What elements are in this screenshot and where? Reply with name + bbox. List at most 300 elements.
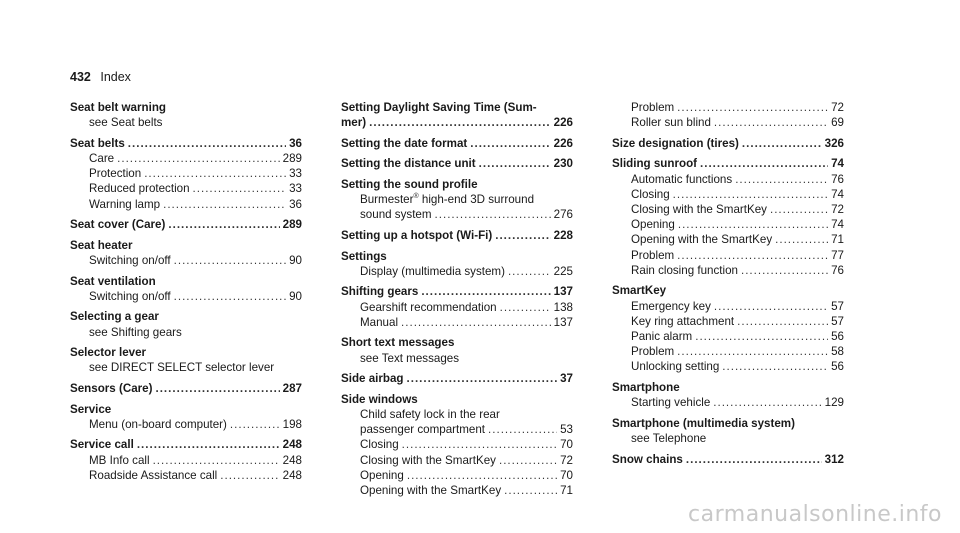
sub-entry	[341, 315, 573, 330]
dot-leader	[775, 232, 828, 247]
sub-entry-text: Menu (on-board computer)	[89, 417, 227, 431]
dot-leader	[470, 136, 550, 151]
sub-entry-text-cont: high-end 3D surround	[418, 193, 535, 207]
entry-heading: Settings	[341, 249, 387, 263]
entry-heading: Setting the sound profile	[341, 177, 478, 191]
page-reference: 71	[560, 483, 573, 497]
page-reference: 276	[553, 208, 573, 222]
sub-entry	[612, 217, 844, 232]
dot-leader	[695, 329, 828, 344]
entry-heading-row	[341, 228, 573, 243]
section-title: Index	[100, 70, 131, 84]
entry-heading: Size designation (tires)	[612, 136, 739, 150]
entry-heading: Seat belt warning	[70, 101, 166, 114]
sub-entry	[70, 115, 302, 130]
page-reference: 248	[282, 453, 302, 467]
page-reference: 71	[831, 233, 844, 247]
entry-label	[360, 351, 459, 366]
entry-heading-row	[612, 136, 844, 151]
index-entry	[70, 345, 302, 375]
sub-entry	[612, 395, 844, 410]
dot-leader	[220, 468, 279, 483]
sub-entry-row	[631, 202, 844, 217]
entry-label	[360, 264, 505, 279]
index-entry	[341, 392, 573, 498]
dot-leader	[499, 453, 557, 468]
entry-label	[70, 238, 133, 253]
entry-heading-row	[341, 335, 573, 350]
sub-entry	[341, 300, 573, 315]
index-entry	[70, 136, 302, 212]
sub-entry-text: Problem	[631, 248, 675, 262]
sub-entry-text: Emergency key	[631, 299, 711, 313]
index-column-3	[612, 100, 844, 472]
dot-leader	[678, 217, 828, 232]
entry-label	[360, 207, 432, 222]
sub-entry-text: Burmester	[360, 193, 414, 207]
entry-heading-row	[70, 136, 302, 151]
sub-entry-row	[631, 115, 844, 130]
sub-entry-row	[360, 437, 573, 452]
dot-leader	[155, 381, 279, 396]
entry-heading: Setting Daylight Saving Time (Sum-	[341, 101, 537, 114]
index-entry	[70, 309, 302, 339]
sub-entry-row	[360, 300, 573, 315]
sub-entry-row	[360, 422, 573, 437]
dot-leader	[495, 228, 550, 243]
sub-entry-text: Care	[89, 152, 115, 165]
sub-entry-text: Switching on/off	[89, 289, 171, 303]
entry-label	[89, 468, 217, 483]
sub-entry-text: Child safety lock in the rear	[360, 407, 500, 421]
dot-leader	[742, 136, 822, 151]
sub-entry	[612, 344, 844, 359]
entry-label	[360, 422, 485, 437]
sub-entry	[70, 197, 302, 212]
dot-leader	[153, 453, 280, 468]
entry-heading: Selecting a gear	[70, 310, 159, 324]
entry-label	[360, 453, 496, 468]
index-entry	[70, 381, 302, 396]
entry-label	[360, 300, 497, 315]
sub-entry	[70, 289, 302, 304]
entry-label	[631, 232, 772, 247]
sub-entry-text: Automatic functions	[631, 172, 733, 186]
entry-label	[612, 136, 739, 151]
sub-entry-row	[631, 100, 844, 115]
entry-label	[631, 187, 670, 202]
index-entry	[70, 238, 302, 268]
page-reference: 58	[831, 345, 844, 359]
entry-label	[89, 181, 190, 196]
entry-label	[89, 166, 141, 181]
index-entry	[341, 371, 573, 386]
entry-label	[631, 329, 692, 344]
sub-entry	[70, 417, 302, 432]
entry-label	[631, 344, 674, 359]
entry-heading: Snow chains	[612, 452, 683, 466]
dot-leader	[407, 371, 558, 386]
entry-label	[341, 136, 467, 151]
sub-entry	[70, 453, 302, 468]
sub-entry-row	[631, 232, 844, 247]
entry-heading-row	[341, 392, 573, 407]
sub-entry	[612, 329, 844, 344]
entry-label	[70, 274, 156, 289]
entry-heading-row	[70, 217, 302, 232]
sub-entry-row	[360, 315, 573, 330]
dot-leader	[435, 207, 551, 222]
dot-leader	[770, 202, 828, 217]
entry-label	[631, 202, 767, 217]
entry-heading: Smartphone (multimedia system)	[612, 416, 795, 430]
sub-entry-text: Gearshift recommendation	[360, 300, 497, 314]
index-column-1	[70, 100, 302, 488]
sub-entry	[612, 248, 844, 263]
page-reference: 248	[282, 468, 302, 482]
dot-leader	[168, 217, 279, 232]
entry-label	[341, 284, 418, 299]
dot-leader	[163, 197, 286, 212]
sub-entry-row	[89, 253, 302, 268]
index-entry	[612, 100, 844, 130]
page-reference: 326	[824, 136, 844, 150]
index-entry	[341, 249, 573, 279]
entry-label	[89, 253, 171, 268]
sub-entry-row	[360, 483, 573, 498]
entry-heading-row	[341, 249, 573, 264]
entry-label	[70, 136, 125, 151]
sub-entry	[612, 100, 844, 115]
sub-entry-row	[631, 187, 844, 202]
sub-entry	[70, 360, 302, 375]
sub-entry-text-cont: passenger compartment	[360, 423, 486, 437]
page-reference: 90	[289, 289, 302, 303]
dot-leader	[128, 136, 286, 151]
sub-entry-row	[631, 359, 844, 374]
entry-heading: SmartKey	[612, 284, 667, 298]
sub-entry-text: Display (multimedia system)	[360, 264, 505, 278]
page-reference: 226	[553, 116, 573, 130]
sub-entry-row	[631, 248, 844, 263]
page-reference: 53	[560, 423, 573, 437]
entry-heading: Seat heater	[70, 238, 133, 252]
index-entry	[341, 100, 573, 130]
entry-heading-row	[341, 371, 573, 386]
index-entry	[341, 228, 573, 243]
sub-entry	[341, 264, 573, 279]
page-reference: 228	[553, 228, 573, 242]
sub-entry-text: Starting vehicle	[631, 396, 711, 410]
page-reference: 312	[824, 452, 844, 466]
index-entry	[70, 437, 302, 483]
sub-entry	[341, 453, 573, 468]
entry-label	[70, 100, 166, 115]
registered-mark: ®	[413, 193, 419, 201]
entry-heading: Setting up a hotspot (Wi-Fi)	[341, 228, 493, 242]
sub-entry-row	[631, 217, 844, 232]
entry-heading: Side airbag	[341, 372, 404, 386]
entry-heading: Setting the date format	[341, 136, 468, 150]
entry-label	[70, 217, 165, 232]
entry-label	[612, 156, 697, 171]
entry-heading: Short text messages	[341, 336, 455, 350]
entry-label	[89, 197, 160, 212]
sub-entry	[70, 166, 302, 181]
dot-leader	[488, 422, 557, 437]
index-entry	[70, 217, 302, 232]
entry-heading-row	[70, 309, 302, 324]
page-reference: 74	[831, 187, 844, 201]
entry-heading-row	[341, 115, 573, 130]
sub-entry	[70, 181, 302, 196]
sub-entry-text: Panic alarm	[631, 330, 693, 344]
dot-leader	[714, 299, 828, 314]
index-entry	[341, 335, 573, 365]
dot-leader	[144, 166, 286, 181]
dot-leader	[401, 315, 551, 330]
entry-label	[341, 115, 366, 130]
entry-label	[341, 177, 478, 192]
entry-label	[612, 380, 680, 395]
dot-leader	[421, 284, 550, 299]
entry-label	[612, 452, 683, 467]
page-reference: 289	[282, 218, 302, 232]
page-reference: 56	[831, 330, 844, 344]
sub-entry-text-cont: sound system	[360, 208, 432, 222]
index-entry	[70, 100, 302, 130]
sub-entry	[70, 253, 302, 268]
page-reference: 70	[560, 468, 573, 482]
sub-entry-text: Unlocking setting	[631, 360, 720, 374]
page-reference: 76	[831, 263, 844, 277]
sub-entry-text: Closing	[360, 438, 399, 452]
index-column-2	[341, 100, 573, 504]
sub-entry	[612, 431, 844, 446]
page-reference: 230	[553, 157, 573, 171]
page-header	[70, 70, 131, 84]
dot-leader	[677, 344, 828, 359]
entry-heading: Service call	[70, 438, 134, 452]
entry-label	[89, 151, 114, 166]
dot-leader	[686, 452, 822, 467]
sub-entry	[612, 202, 844, 217]
page-reference: 225	[553, 264, 573, 278]
entry-heading-row	[612, 156, 844, 171]
dot-leader	[677, 100, 828, 115]
dot-leader	[174, 289, 286, 304]
dot-leader	[117, 151, 280, 166]
sub-entry	[341, 468, 573, 483]
entry-heading-row	[70, 345, 302, 360]
page-reference: 90	[289, 254, 302, 267]
sub-entry-row	[89, 289, 302, 304]
dot-leader	[722, 359, 828, 374]
index-entry	[612, 380, 844, 410]
dot-leader	[407, 468, 557, 483]
entry-label	[631, 217, 675, 232]
entry-label	[631, 248, 674, 263]
sub-entry-text: Key ring attachment	[631, 314, 735, 328]
page-reference: 289	[282, 152, 302, 165]
sub-entry	[70, 151, 302, 166]
entry-heading-line	[341, 100, 573, 115]
entry-heading: Sliding sunroof	[612, 157, 698, 171]
entry-label	[341, 156, 476, 171]
sub-entry-row	[631, 329, 844, 344]
sub-entry-text: Closing	[631, 187, 670, 201]
dot-leader	[508, 264, 551, 279]
sub-entry-line	[360, 192, 573, 207]
page-reference: 69	[831, 116, 844, 130]
sub-entry-row	[631, 344, 844, 359]
sub-entry-row	[89, 151, 302, 166]
sub-entry-row	[89, 468, 302, 483]
sub-entry-row	[631, 431, 844, 446]
index-entry	[70, 402, 302, 432]
entry-heading: Seat belts	[70, 136, 125, 150]
index-entry	[341, 284, 573, 330]
dot-leader	[174, 253, 286, 268]
entry-heading-row	[70, 402, 302, 417]
sub-entry-text: Protection	[89, 167, 142, 181]
entry-heading-row	[70, 437, 302, 452]
entry-label	[612, 416, 795, 431]
sub-entry-row	[89, 453, 302, 468]
dot-leader	[402, 437, 557, 452]
dot-leader	[700, 156, 828, 171]
page-reference: 56	[831, 360, 844, 374]
dot-leader	[230, 417, 280, 432]
index-entry	[341, 136, 573, 151]
sub-entry-row	[360, 207, 573, 222]
dot-leader	[193, 181, 287, 196]
entry-heading: Sensors (Care)	[70, 381, 153, 395]
sub-entry-row	[631, 314, 844, 329]
index-entry	[612, 156, 844, 278]
page-reference: 137	[553, 285, 573, 299]
entry-label	[89, 453, 150, 468]
sub-entry-row	[631, 172, 844, 187]
entry-label	[360, 315, 398, 330]
sub-entry-text: Warning lamp	[89, 197, 161, 211]
entry-label	[70, 381, 152, 396]
page-reference: 129	[824, 396, 844, 410]
page-reference: 72	[831, 203, 844, 216]
index-entry	[341, 177, 573, 223]
sub-entry	[341, 407, 573, 437]
entry-label	[89, 417, 227, 432]
entry-heading: Shifting gears	[341, 285, 419, 299]
entry-heading-row	[341, 177, 573, 192]
entry-label	[631, 395, 710, 410]
entry-label	[341, 335, 454, 350]
sub-entry-row	[89, 181, 302, 196]
sub-entry-line	[360, 407, 573, 422]
entry-label	[70, 402, 111, 417]
entry-label	[89, 115, 162, 130]
page-reference: 76	[831, 172, 844, 186]
sub-entry-text: Closing with the SmartKey	[631, 203, 767, 216]
entry-label	[89, 325, 182, 340]
sub-entry	[612, 187, 844, 202]
page-reference: 77	[831, 248, 844, 262]
page-reference: 72	[560, 453, 573, 467]
sub-entry-row	[89, 360, 302, 375]
page-reference: 37	[560, 372, 573, 386]
dot-leader	[735, 172, 828, 187]
sub-entry	[341, 351, 573, 366]
index-entry	[612, 136, 844, 151]
sub-entry-row	[631, 263, 844, 278]
dot-leader	[673, 187, 828, 202]
index-entry	[612, 283, 844, 374]
entry-label	[631, 115, 711, 130]
sub-entry-text: Reduced protection	[89, 182, 190, 196]
dot-leader	[714, 115, 828, 130]
sub-entry	[612, 263, 844, 278]
sub-entry-text: Opening with the SmartKey	[631, 233, 773, 247]
entry-label	[341, 392, 418, 407]
sub-entry-text: Opening	[631, 218, 675, 232]
entry-label	[70, 345, 146, 360]
entry-label	[631, 299, 711, 314]
index-entry	[70, 274, 302, 304]
entry-label	[360, 483, 501, 498]
entry-label	[631, 172, 732, 187]
sub-entry-text: Opening with the SmartKey	[360, 483, 502, 497]
dot-leader	[369, 115, 551, 130]
sub-entry	[612, 172, 844, 187]
sub-entry-row	[89, 166, 302, 181]
page-reference: 36	[289, 136, 302, 150]
entry-label	[631, 263, 738, 278]
sub-entry-row	[631, 395, 844, 410]
sub-entry-row	[631, 299, 844, 314]
entry-heading-row	[612, 416, 844, 431]
entry-label	[89, 360, 274, 375]
sub-entry-text: see Shifting gears	[89, 325, 182, 339]
page-reference: 57	[831, 299, 844, 313]
entry-heading: Smartphone	[612, 381, 680, 395]
dot-leader	[479, 156, 551, 171]
entry-label	[631, 359, 719, 374]
sub-entry-row	[360, 453, 573, 468]
entry-heading: Side windows	[341, 392, 418, 406]
entry-heading-row	[612, 452, 844, 467]
sub-entry	[612, 314, 844, 329]
entry-label	[360, 468, 404, 483]
page-reference: 287	[282, 381, 302, 395]
sub-entry	[70, 468, 302, 483]
watermark: carmanualsonline.info	[688, 502, 942, 527]
sub-entry-text: Switching on/off	[89, 254, 171, 267]
sub-entry	[612, 115, 844, 130]
sub-entry-row	[89, 115, 302, 130]
index-entry	[612, 416, 844, 446]
sub-entry-row	[89, 197, 302, 212]
sub-entry-row	[89, 417, 302, 432]
entry-heading-row	[612, 380, 844, 395]
entry-heading-row	[70, 238, 302, 253]
page-reference: 226	[553, 136, 573, 150]
sub-entry-row	[360, 264, 573, 279]
entry-label	[89, 289, 171, 304]
page-reference: 248	[282, 438, 302, 452]
page-reference: 70	[560, 438, 573, 452]
dot-leader	[500, 300, 551, 315]
entry-label	[631, 431, 706, 446]
